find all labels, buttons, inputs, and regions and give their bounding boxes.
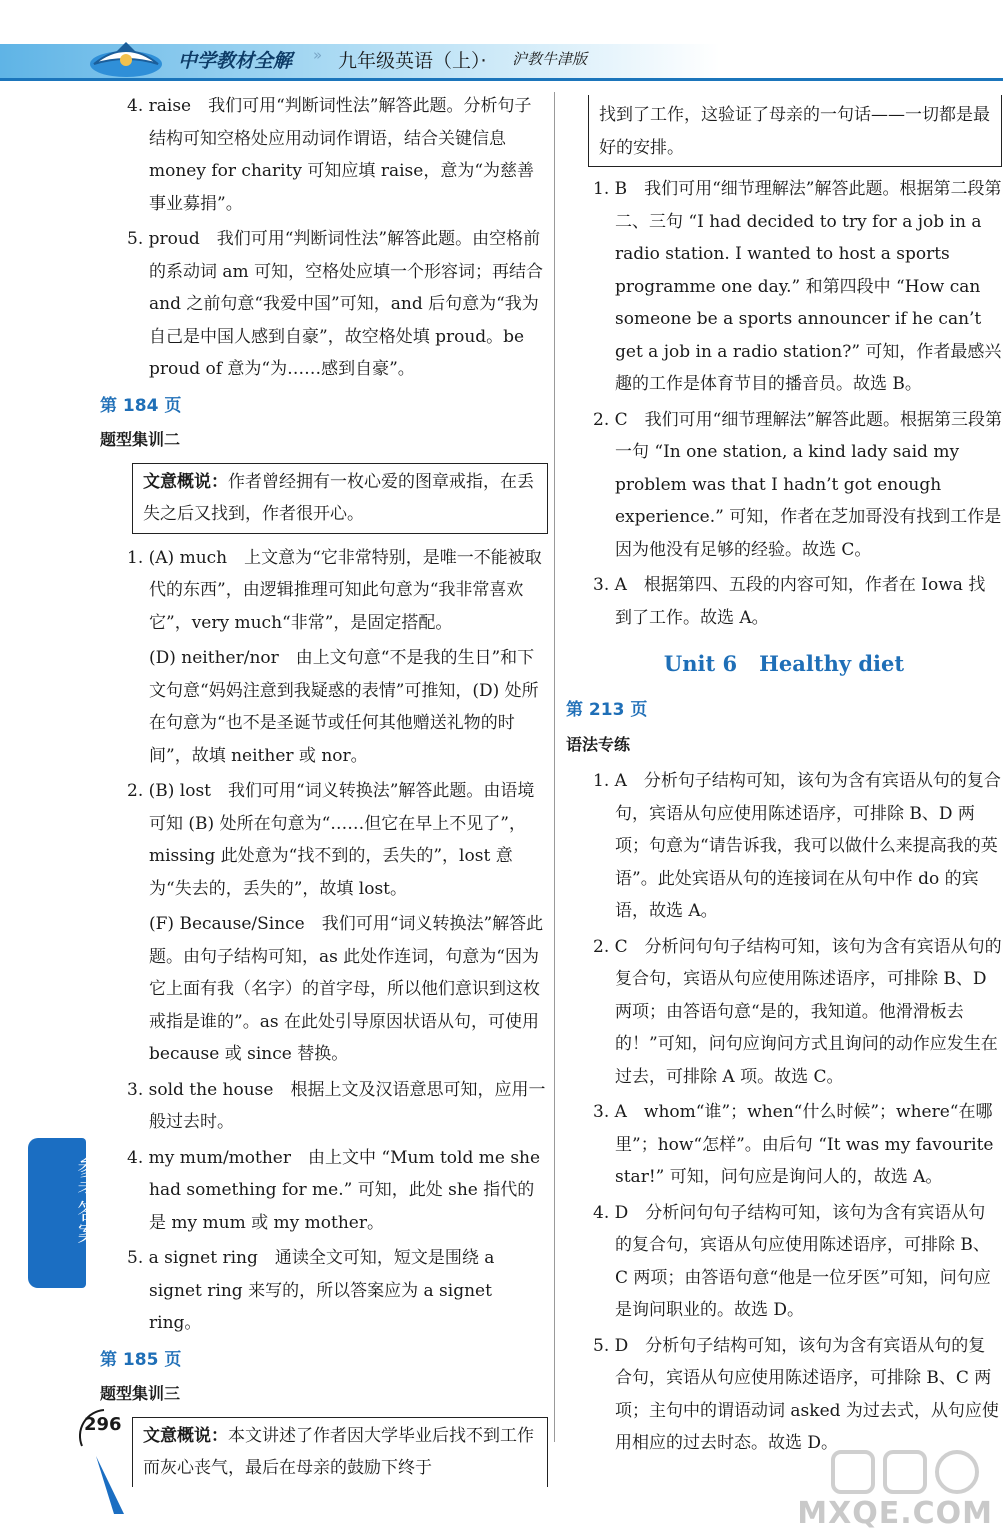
chevron-icon: » xyxy=(313,46,323,64)
page-number: 296 xyxy=(84,1414,122,1435)
grammar-answer-2: 2. C 分析问句句子结构可知，该句为含有宾语从句的复合句，宾语从句应使用陈述语序，可排除 B、D 两项；由答语句意“是的，我知道。他滑滑板去的！”可知，问句应询问方式且询问的动作应发生在过去，可排除 A 项。故选 C。 xyxy=(593,936,1002,1087)
summary-label: 文意概说： xyxy=(143,471,228,492)
answer-3: 3. sold the house 根据上文及汉语意思可知，应用一般过去时。 xyxy=(127,1079,546,1132)
unit-title xyxy=(566,648,1002,680)
answer-2f: (F) Because/Since 我们可用“词义转换法”解答此题。由句子结构可知，as 此处作连词，句意为“因为它上面有我（名字）的首字母，所以他们意识到这枚戒指是谁的”。as 在此处引导原因状语从句，可使用 because 或 since 替换。 xyxy=(149,914,544,1064)
answer-key-tab-label: 参考答案 xyxy=(74,1156,99,1244)
page-ref-184: 第 184 页 xyxy=(100,395,182,416)
column-divider xyxy=(554,92,555,1442)
summary-box-2 xyxy=(132,463,548,534)
summary-text: 本文讲述了作者因大学毕业后找不到工作而灰心丧气，最后在母亲的鼓励下终于 xyxy=(143,1425,534,1478)
answer-4-raise: 4. raise 我们可用“判断词性法”解答此题。分析句子结构可知空格处应用动词作谓语，结合关键信息 money for charity 可知应填 raise，意为“为慈善事业募捐”。 xyxy=(127,96,535,214)
answer-1d: (D) neither/nor 由上文句意“不是我的生日”和下文句意“妈妈注意到我疑惑的表情”可推知，(D) 处所在句意为“也不是圣诞节或任何其他赠送礼物的时间”，故填 neither 或 nor。 xyxy=(149,648,539,766)
page-ref-185: 第 185 页 xyxy=(100,1349,182,1370)
right-column xyxy=(566,95,1002,1463)
grammar-answer-4: 4. D 分析问句句子结构可知，该句为含有宾语从句的复合句，宾语从句应使用陈述语序，可排除 B、C 两项；由答语句意“他是一位牙医”可知，问句应是询问职业的。故选 D。 xyxy=(593,1202,991,1320)
summary-text: 作者曾经拥有一枚心爱的图章戒指，在丢失之后又找到，作者很开心。 xyxy=(143,471,534,524)
book-edition: 沪教牛津版 xyxy=(512,50,588,68)
unit-name: Healthy diet xyxy=(759,651,905,676)
page-header xyxy=(0,0,1003,92)
answer-1a: 1. (A) much 上文意为“它非常特别，是唯一不能被取代的东西”，由逻辑推理可知此句意为“我非常喜欢它”，very much“非常”，是固定搭配。 xyxy=(127,547,542,633)
summary-label: 文意概说： xyxy=(143,1425,228,1446)
grammar-answer-1: 1. A 分析句子结构可知，该句为含有宾语从句的复合句，宾语从句应使用陈述语序，可排除 B、D 两项；句意为“请告诉我，我可以做什么来提高我的英语”。此处宾语从句的连接词在从句中作 do 的宾语，故选 A。 xyxy=(593,771,1001,921)
watermark-text: MXQE.COM xyxy=(797,1496,993,1531)
section-heading-2: 题型集训二 xyxy=(100,430,181,449)
summary-box-3 xyxy=(132,1417,548,1487)
summary-box-3-continued: 找到了工作，这验证了母亲的一句话——一切都是最好的安排。 xyxy=(588,95,1002,167)
reading-answer-3: 3. A 根据第四、五段的内容可知，作者在 Iowa 找到了工作。故选 A。 xyxy=(593,575,986,628)
grammar-answer-3: 3. A whom“谁”；when“什么时候”；where“在哪里”；how“怎样”。由后句 “It was my favourite star!” 可知，问句应是询问人的，故选 A。 xyxy=(593,1102,994,1187)
reading-answer-2: 2. C 我们可用“细节理解法”解答此题。根据第三段第一句 “In one station, a kind lady said my problem was that I hadn’t got enough experience.” 可知，作者在芝加哥没有找到工作是因为他没有足够的经验。故选 C。 xyxy=(593,409,1003,560)
answer-key-tab xyxy=(28,1138,99,1288)
book-logo-icon xyxy=(86,34,166,80)
section-heading-grammar: 语法专练 xyxy=(566,734,631,754)
book-grade: 九年级英语（上）· xyxy=(338,50,487,72)
answer-2b: 2. (B) lost 我们可用“词义转换法”解答此题。由语境可知 (B) 处所在句意为“……但它在早上不见了”，missing 此处意为“找不到的，丢失的”，lost 意为“失去的，丢失的”，故填 lost。 xyxy=(127,781,535,899)
grammar-answer-5: 5. D 分析句子结构可知，该句为含有宾语从句的复合句，宾语从句应使用陈述语序，可排除 B、C 两项；主句中的谓语动词 asked 为过去式，从句应使用相应的过去时态。故选 D。 xyxy=(593,1335,999,1453)
left-column xyxy=(100,90,548,1487)
unit-number: Unit 6 xyxy=(663,651,738,676)
series-title: 中学教材全解 xyxy=(178,50,293,72)
reading-answer-1: 1. B 我们可用“细节理解法”解答此题。根据第二段第二、三句 “I had decided to try for a job in a radio station. I wanted to host a sports programme one day.” 和第四段中 “How can someone be a sports announcer if he can’t get a job in a radio station?” 可知，作者最感兴趣的工作是体育节目的播音员。故选 B。 xyxy=(593,179,1002,394)
section-heading-3: 题型集训三 xyxy=(100,1384,181,1403)
answer-5-proud: 5. proud 我们可用“判断词性法”解答此题。由空格前的系动词 am 可知，空格处应填一个形容词；再结合 and 之前句意“我爱中国”可知，and 后句意为“我为自己是中国人感到自豪”，故空格处填 proud。be proud of 意为“为……感到自豪”。 xyxy=(127,229,544,379)
answer-4: 4. my mum/mother 由上文中 “Mum told me she had something for me.” 可知，此处 she 指代的是 my mum 或 my mother。 xyxy=(127,1147,541,1233)
page-ref-213: 第 213 页 xyxy=(566,700,648,720)
answer-5: 5. a signet ring 通读全文可知，短文是围绕 a signet ring 来写的，所以答案应为 a signet ring。 xyxy=(127,1248,495,1333)
watermark-logo-icon xyxy=(831,1446,981,1496)
